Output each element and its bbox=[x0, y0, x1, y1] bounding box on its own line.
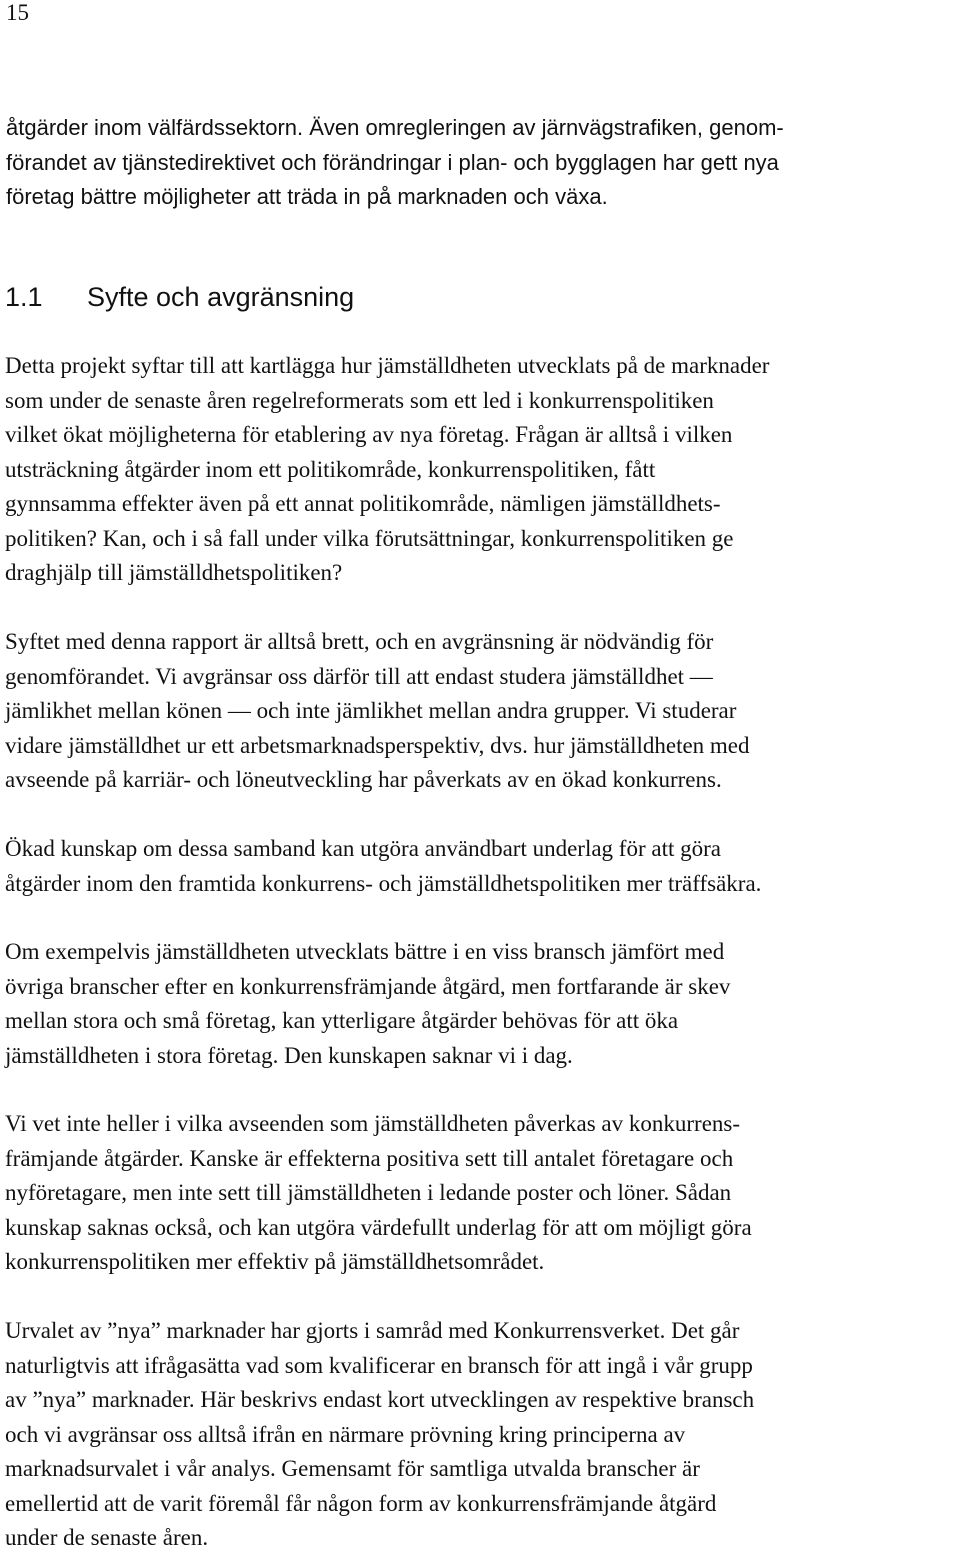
paragraph-delimitation bbox=[5, 625, 957, 798]
paragraph-purpose bbox=[5, 349, 957, 591]
section-title: Syfte och avgränsning bbox=[87, 282, 355, 312]
text-line: mellan stora och små företag, kan ytterligare åtgärder behövas för att öka bbox=[5, 1008, 679, 1033]
text-line: av ”nya” marknader. Här beskrivs endast kort utvecklingen av respektive bransch bbox=[5, 1387, 755, 1412]
text-line: Om exempelvis jämställdheten utvecklats bättre i en viss bransch jämfört med bbox=[5, 939, 725, 964]
text-line: genomförandet. Vi avgränsar oss därför till att endast studera jämställdhet — bbox=[5, 663, 713, 689]
paragraph-knowledge bbox=[5, 832, 957, 901]
text-line: nyföretagare, men inte sett till jämställdheten i ledande poster och löner. Sådan bbox=[5, 1180, 732, 1205]
text-line: marknadsurvalet i vår analys. Gemensamt för samtliga utvalda branscher är bbox=[5, 1456, 700, 1481]
text-line: naturligtvis att ifrågasätta vad som kvalificerar en bransch för att ingå i vår grupp bbox=[5, 1352, 753, 1378]
section-number: 1.1 bbox=[5, 282, 43, 312]
text-line: åtgärder inom den framtida konkurrens- och jämställdhetspolitiken mer träffsäkra. bbox=[5, 870, 762, 896]
text-line: övriga branscher efter en konkurrensfrämjande åtgärd, men fortfarande är skev bbox=[5, 973, 731, 999]
paragraph-selection bbox=[5, 1314, 957, 1556]
text-line: åtgärder inom välfärdssektorn. Även omregleringen av järnvägstrafiken, genom- bbox=[6, 115, 784, 140]
paragraph-example bbox=[5, 935, 957, 1073]
text-line: kunskap saknas också, och kan utgöra värdefullt underlag för att om möjligt göra bbox=[5, 1214, 752, 1240]
text-line: jämställdheten i stora företag. Den kunskapen saknar vi i dag. bbox=[5, 1042, 573, 1068]
text-line: utsträckning åtgärder inom ett politikområde, konkurrenspolitiken, fått bbox=[5, 456, 656, 482]
text-line: och vi avgränsar oss alltså ifrån en närmare prövning kring principerna av bbox=[5, 1421, 686, 1447]
paragraph-effects bbox=[5, 1107, 957, 1280]
text-line: gynnsamma effekter även på ett annat politikområde, nämligen jämställdhets- bbox=[5, 491, 721, 516]
text-line: jämlikhet mellan könen — och inte jämlikhet mellan andra grupper. Vi studerar bbox=[5, 698, 737, 723]
page-number: 15 bbox=[6, 0, 29, 25]
text-line: politiken? Kan, och i så fall under vilka förutsättningar, konkurrenspolitiken ge bbox=[5, 525, 734, 551]
text-line: Ökad kunskap om dessa samband kan utgöra användbart underlag för att göra bbox=[5, 836, 721, 861]
text-line: främjande åtgärder. Kanske är effekterna positiva sett till antalet företagare och bbox=[5, 1145, 734, 1171]
text-line: vilket ökat möjligheterna för etablering av nya företag. Frågan är alltså i vilken bbox=[5, 422, 733, 447]
text-line: som under de senaste åren regelreformerats som ett led i konkurrenspolitiken bbox=[5, 387, 714, 413]
text-line: Detta projekt syftar till att kartlägga hur jämställdheten utvecklats på de marknader bbox=[5, 353, 770, 378]
intro-paragraph bbox=[6, 111, 954, 215]
text-line: Vi vet inte heller i vilka avseenden som jämställdheten påverkas av konkurrens- bbox=[5, 1111, 741, 1136]
text-line: emellertid att de varit föremål får någon form av konkurrensfrämjande åtgärd bbox=[5, 1490, 717, 1516]
section-heading bbox=[5, 280, 354, 314]
text-line: Urvalet av ”nya” marknader har gjorts i samråd med Konkurrensverket. Det går bbox=[5, 1318, 740, 1343]
text-line: Syftet med denna rapport är alltså brett, och en avgränsning är nödvändig för bbox=[5, 629, 714, 654]
text-line: konkurrenspolitiken mer effektiv på jämställdhetsområdet. bbox=[5, 1249, 545, 1274]
text-line: under de senaste åren. bbox=[5, 1525, 209, 1550]
text-line: draghjälp till jämställdhetspolitiken? bbox=[5, 560, 343, 585]
text-line: företag bättre möjligheter att träda in på marknaden och växa. bbox=[6, 184, 608, 209]
text-line: vidare jämställdhet ur ett arbetsmarknadsperspektiv, dvs. hur jämställdheten med bbox=[5, 732, 750, 758]
text-line: förandet av tjänstedirektivet och förändringar i plan- och bygglagen har gett nya bbox=[6, 149, 779, 175]
text-line: avseende på karriär- och löneutveckling har påverkats av en ökad konkurrens. bbox=[5, 767, 722, 792]
